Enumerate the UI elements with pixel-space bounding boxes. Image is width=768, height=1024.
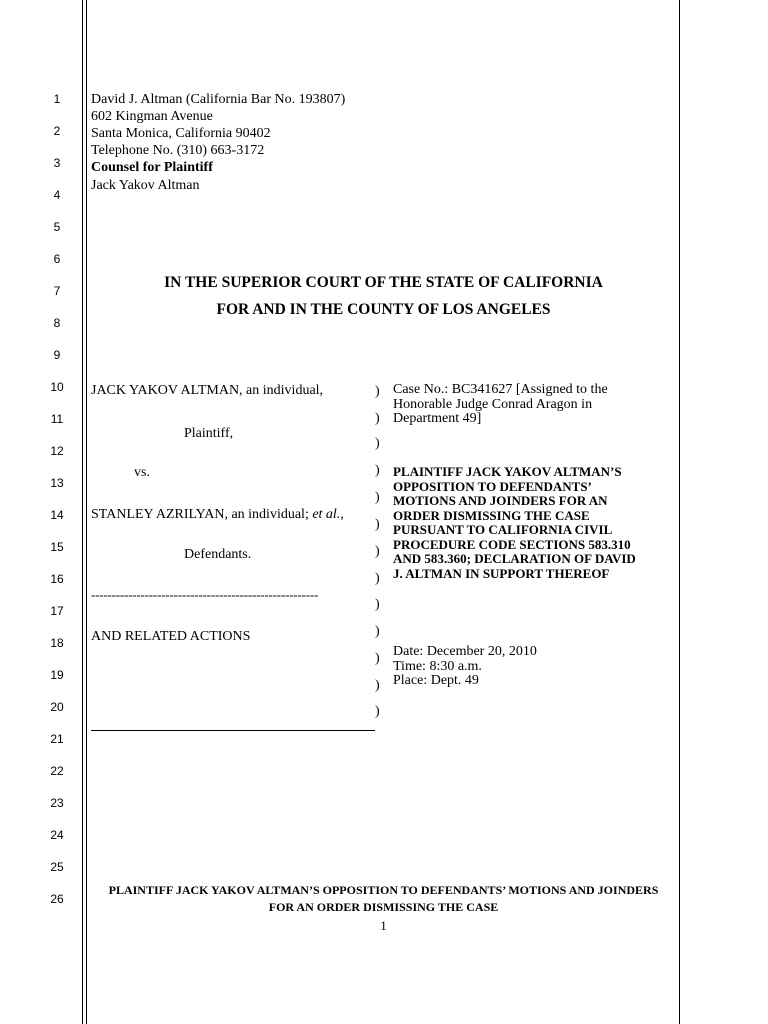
caption-paren: ) [375, 544, 380, 559]
left-margin-rule-outer [82, 0, 83, 1024]
line-number: 15 [50, 540, 64, 554]
caption-paren: ) [375, 624, 380, 639]
plaintiff-name: JACK YAKOV ALTMAN, an individual, [91, 383, 324, 398]
defendant-comma: , [340, 507, 344, 522]
caption-bottom-rule [91, 730, 375, 731]
line-number: 20 [50, 700, 64, 714]
line-number: 2 [53, 124, 61, 138]
hearing-time: Time: 8:30 a.m. [393, 658, 482, 674]
hearing-info [393, 645, 537, 689]
line-number: 13 [50, 476, 64, 490]
defendant-name [91, 506, 344, 523]
line-number: 18 [50, 636, 64, 650]
caption-paren: ) [375, 651, 380, 666]
caption-paren: ) [375, 571, 380, 586]
case-number-line: Honorable Judge Conrad Aragon in [393, 396, 593, 412]
versus-label: vs. [134, 465, 150, 480]
right-margin-rule [679, 0, 680, 1024]
caption-paren: ) [375, 411, 380, 426]
caption-paren: ) [375, 517, 380, 532]
hearing-date: Date: December 20, 2010 [393, 644, 537, 659]
caption-paren: ) [375, 704, 380, 719]
line-number: 3 [53, 156, 61, 170]
line-number: 26 [50, 892, 64, 906]
left-margin-rule-inner [86, 0, 87, 1024]
document-title-line: MOTIONS AND JOINDERS FOR AN [393, 493, 608, 508]
document-title-line: J. ALTMAN IN SUPPORT THEREOF [393, 565, 610, 581]
line-number: 17 [50, 604, 64, 618]
footer-title-line-2: FOR AN ORDER DISMISSING THE CASE [268, 900, 499, 914]
defendant-et-al: et al. [312, 507, 341, 522]
page-number: 1 [380, 918, 387, 933]
hearing-place: Place: Dept. 49 [393, 673, 479, 688]
caption-paren: ) [375, 463, 380, 478]
attorney-client: Jack Yakov Altman [91, 178, 200, 193]
line-number: 10 [50, 380, 64, 394]
line-number: 11 [50, 412, 64, 426]
line-number: 19 [50, 668, 64, 682]
caption-paren: ) [375, 490, 380, 505]
caption-paren: ) [375, 436, 380, 451]
case-number-line: Department 49] [393, 411, 482, 426]
line-number: 6 [53, 252, 61, 266]
document-title-line: PROCEDURE CODE SECTIONS 583.310 [393, 536, 631, 552]
attorney-city: Santa Monica, California 90402 [91, 126, 271, 141]
line-number: 21 [50, 732, 64, 746]
court-title-line-1: IN THE SUPERIOR COURT OF THE STATE OF CALIFORNIA [164, 274, 603, 291]
document-title-line: AND 583.360; DECLARATION OF DAVID [393, 551, 636, 566]
document-title-line: PLAINTIFF JACK YAKOV ALTMAN’S [393, 464, 622, 479]
line-number: 9 [53, 348, 61, 362]
case-number-block [393, 383, 608, 427]
defendant-role: Defendants. [184, 547, 252, 562]
defendant-name-text: STANLEY AZRILYAN, an individual; [91, 507, 313, 522]
footer-title-line-1: PLAINTIFF JACK YAKOV ALTMAN’S OPPOSITION TO DEFENDANTS’ MOTIONS AND JOINDERS [108, 883, 659, 897]
line-number-column [40, 0, 74, 1024]
caption-paren: ) [375, 597, 380, 612]
attorney-name-bar: David J. Altman (California Bar No. 193807) [91, 92, 346, 107]
document-title-line: OPPOSITION TO DEFENDANTS’ [393, 478, 592, 494]
caption-dashes: ------------------------------------------------------- [91, 587, 319, 602]
attorney-street: 602 Kingman Avenue [91, 109, 213, 124]
line-number: 4 [53, 188, 61, 202]
attorney-role: Counsel for Plaintiff [91, 160, 213, 175]
line-number: 8 [53, 316, 61, 330]
line-number: 16 [50, 572, 64, 586]
related-actions: AND RELATED ACTIONS [91, 629, 251, 644]
line-number: 14 [50, 508, 64, 522]
court-title-line-2: FOR AND IN THE COUNTY OF LOS ANGELES [216, 301, 551, 318]
caption-paren: ) [375, 384, 380, 399]
line-number: 24 [50, 828, 64, 842]
line-number: 22 [50, 764, 64, 778]
case-number-line: Case No.: BC341627 [Assigned to the [393, 382, 608, 397]
caption-paren: ) [375, 678, 380, 693]
line-number: 7 [53, 284, 61, 298]
line-number: 1 [53, 92, 61, 106]
attorney-phone: Telephone No. (310) 663-3172 [91, 143, 265, 158]
line-number: 5 [53, 220, 61, 234]
footer-title [91, 882, 676, 916]
line-number: 25 [50, 860, 64, 874]
document-title-line: PURSUANT TO CALIFORNIA CIVIL [393, 522, 613, 537]
document-title-block [393, 465, 679, 581]
document-title-line: ORDER DISMISSING THE CASE [393, 507, 590, 523]
line-number: 23 [50, 796, 64, 810]
plaintiff-role: Plaintiff, [184, 426, 234, 441]
line-number: 12 [50, 444, 64, 458]
